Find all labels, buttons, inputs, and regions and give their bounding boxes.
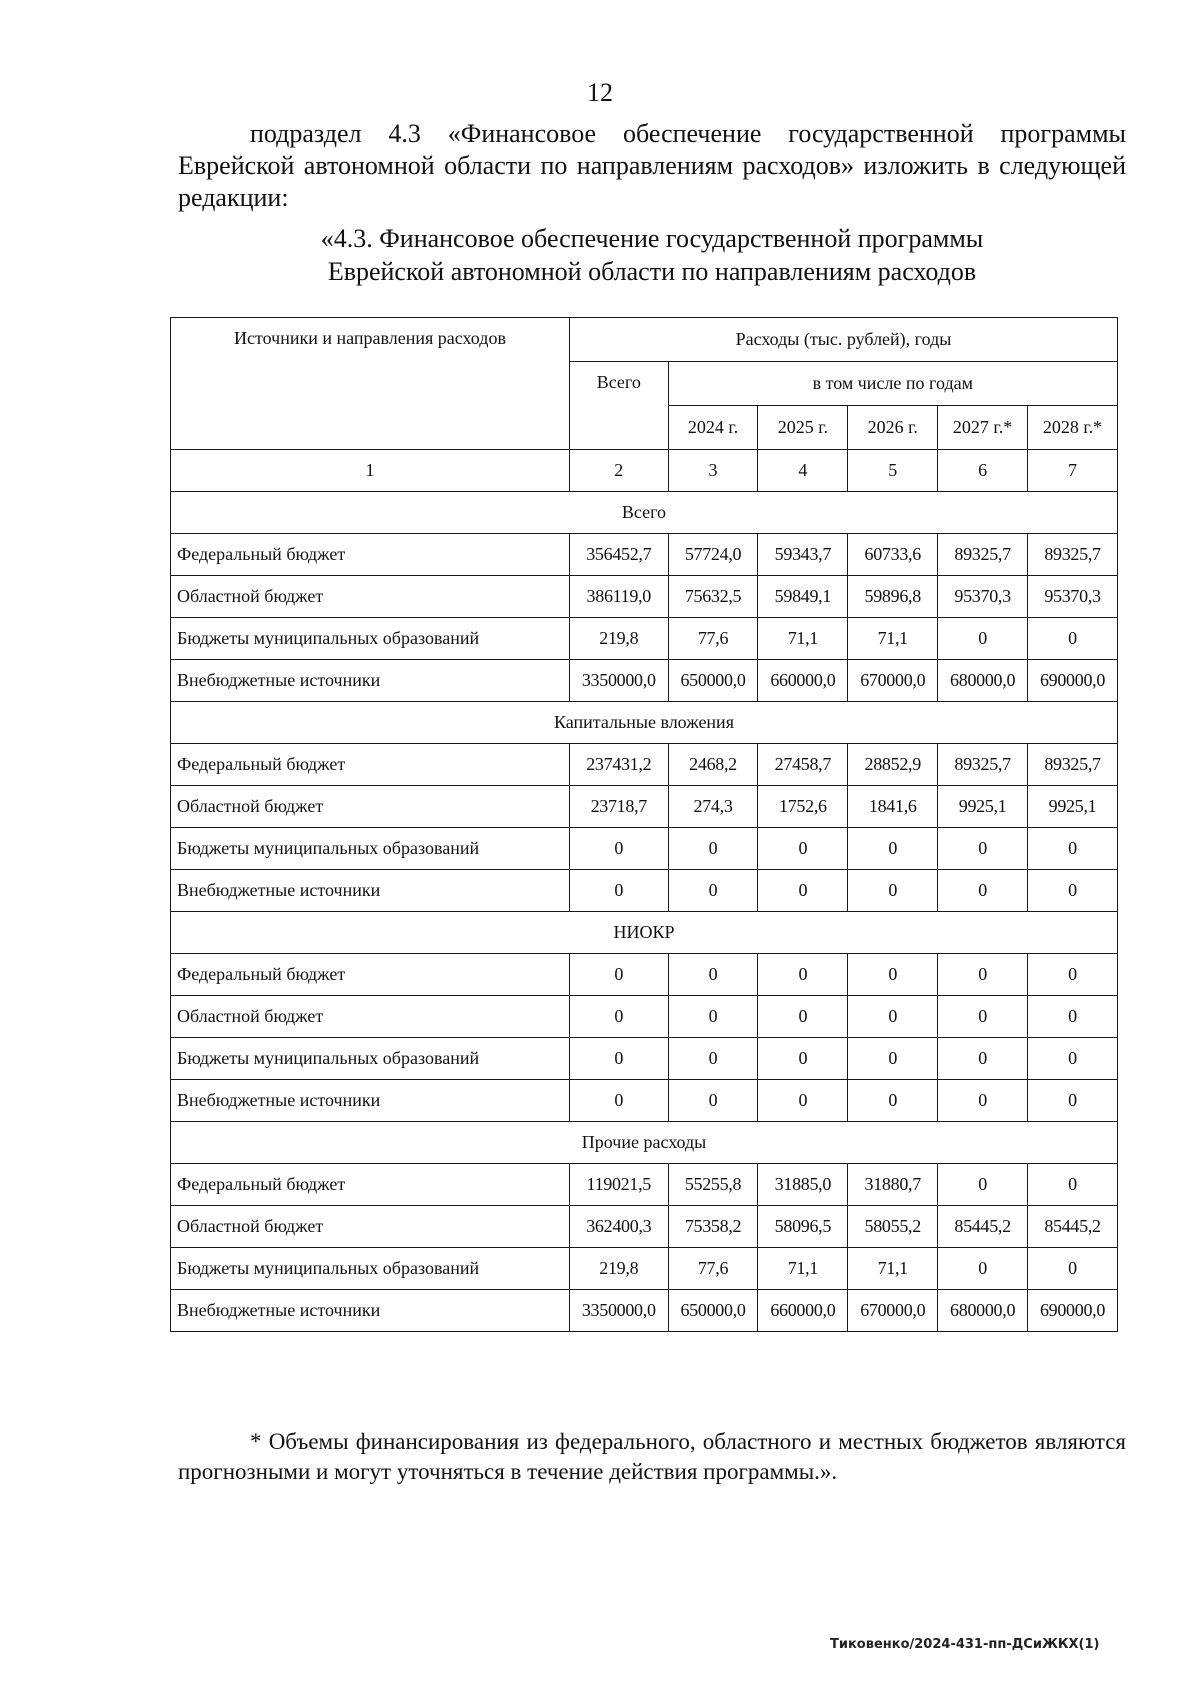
row-label: Областной бюджет [171,786,570,828]
column-number: 4 [758,450,848,492]
row-value: 0 [938,1164,1028,1206]
row-value: 2468,2 [668,744,758,786]
row-value: 0 [1028,1038,1118,1080]
row-value: 0 [848,1038,938,1080]
section-title: Прочие расходы [171,1122,1118,1164]
row-value: 219,8 [569,618,668,660]
table-row [171,660,1118,702]
header-year: 2025 г. [758,406,848,450]
column-number: 5 [848,450,938,492]
row-value: 3350000,0 [569,1290,668,1332]
row-value: 85445,2 [1028,1206,1118,1248]
row-value: 71,1 [848,1248,938,1290]
header-by-years: в том числе по годам [668,362,1117,406]
row-label: Внебюджетные источники [171,1290,570,1332]
row-label: Бюджеты муниципальных образований [171,1038,570,1080]
section-row [171,912,1118,954]
table-row [171,1248,1118,1290]
row-value: 57724,0 [668,534,758,576]
row-value: 95370,3 [938,576,1028,618]
row-value: 58096,5 [758,1206,848,1248]
row-label: Бюджеты муниципальных образований [171,828,570,870]
row-value: 660000,0 [758,660,848,702]
row-label: Федеральный бюджет [171,954,570,996]
row-value: 670000,0 [848,660,938,702]
row-value: 0 [668,828,758,870]
row-label: Внебюджетные источники [171,660,570,702]
header-total: Всего [569,362,668,450]
table-row [171,744,1118,786]
row-value: 0 [938,870,1028,912]
row-value: 31880,7 [848,1164,938,1206]
financing-table [170,317,1118,1332]
row-label: Областной бюджет [171,996,570,1038]
row-value: 1841,6 [848,786,938,828]
row-value: 59896,8 [848,576,938,618]
row-value: 680000,0 [938,1290,1028,1332]
row-value: 0 [848,1080,938,1122]
row-value: 0 [938,828,1028,870]
section-row [171,702,1118,744]
row-value: 690000,0 [1028,660,1118,702]
row-value: 0 [848,954,938,996]
row-value: 0 [569,954,668,996]
header-year: 2028 г.* [1028,406,1118,450]
section-row [171,1122,1118,1164]
row-value: 31885,0 [758,1164,848,1206]
row-label: Федеральный бюджет [171,744,570,786]
row-value: 0 [668,954,758,996]
row-value: 0 [758,954,848,996]
row-value: 0 [938,1248,1028,1290]
row-value: 0 [569,1038,668,1080]
row-value: 0 [668,1080,758,1122]
row-value: 27458,7 [758,744,848,786]
table-row [171,1206,1118,1248]
row-value: 28852,9 [848,744,938,786]
row-value: 0 [569,996,668,1038]
table-row [171,1290,1118,1332]
row-label: Федеральный бюджет [171,534,570,576]
table-row [171,618,1118,660]
row-value: 0 [1028,618,1118,660]
row-value: 0 [1028,954,1118,996]
row-value: 680000,0 [938,660,1028,702]
footnote: * Объемы финансирования из федерального, областного и местных бюджетов являются прогнозными и могут уточняться в течение действия программы.». [178,1429,1126,1484]
row-value: 0 [758,828,848,870]
row-value: 77,6 [668,618,758,660]
row-value: 0 [758,996,848,1038]
row-value: 0 [569,870,668,912]
section-heading-line-1: «4.3. Финансовое обеспечение государственной программы [320,224,984,253]
row-value: 237431,2 [569,744,668,786]
row-value: 219,8 [569,1248,668,1290]
row-value: 660000,0 [758,1290,848,1332]
header-year: 2024 г. [668,406,758,450]
row-value: 0 [1028,870,1118,912]
table-row [171,870,1118,912]
row-value: 650000,0 [668,1290,758,1332]
row-value: 58055,2 [848,1206,938,1248]
header-expenses: Расходы (тыс. рублей), годы [569,318,1117,362]
row-value: 3350000,0 [569,660,668,702]
row-value: 23718,7 [569,786,668,828]
row-value: 85445,2 [938,1206,1028,1248]
row-value: 0 [668,870,758,912]
row-value: 55255,8 [668,1164,758,1206]
row-value: 75358,2 [668,1206,758,1248]
row-label: Федеральный бюджет [171,1164,570,1206]
row-value: 0 [1028,1080,1118,1122]
row-value: 0 [848,996,938,1038]
row-label: Областной бюджет [171,1206,570,1248]
row-value: 0 [938,996,1028,1038]
row-value: 274,3 [668,786,758,828]
intro-paragraph: подраздел 4.3 «Финансовое обеспечение государственной программы Еврейской автономной области по направлениям расходов» изложить в следующей редакции: [178,119,1126,212]
row-value: 0 [569,1080,668,1122]
section-title: НИОКР [171,912,1118,954]
row-value: 0 [848,828,938,870]
row-value: 0 [758,1080,848,1122]
column-number: 6 [938,450,1028,492]
row-value: 71,1 [848,618,938,660]
row-value: 95370,3 [1028,576,1118,618]
row-label: Областной бюджет [171,576,570,618]
row-value: 0 [938,1038,1028,1080]
row-value: 75632,5 [668,576,758,618]
row-value: 0 [668,996,758,1038]
header-year: 2027 г.* [938,406,1028,450]
row-label: Бюджеты муниципальных образований [171,1248,570,1290]
section-heading [178,222,1126,288]
row-value: 0 [758,870,848,912]
column-number: 7 [1028,450,1118,492]
header-year: 2026 г. [848,406,938,450]
table-row [171,786,1118,828]
row-value: 59849,1 [758,576,848,618]
table-row [171,1080,1118,1122]
row-value: 0 [668,1038,758,1080]
row-value: 89325,7 [938,534,1028,576]
table-row [171,954,1118,996]
table-row [171,576,1118,618]
document-code: Тиковенко/2024-431-пп-ДСиЖКХ(1) [830,1637,1100,1652]
row-value: 0 [569,828,668,870]
row-value: 9925,1 [938,786,1028,828]
row-value: 0 [1028,1164,1118,1206]
row-value: 71,1 [758,618,848,660]
row-value: 0 [848,870,938,912]
row-value: 1752,6 [758,786,848,828]
row-value: 71,1 [758,1248,848,1290]
table-row [171,828,1118,870]
section-title: Всего [171,492,1118,534]
row-value: 119021,5 [569,1164,668,1206]
row-value: 59343,7 [758,534,848,576]
row-value: 650000,0 [668,660,758,702]
row-value: 0 [1028,996,1118,1038]
table-row [171,1038,1118,1080]
row-value: 60733,6 [848,534,938,576]
row-label: Внебюджетные источники [171,870,570,912]
row-label: Внебюджетные источники [171,1080,570,1122]
row-value: 362400,3 [569,1206,668,1248]
section-heading-line-2: Еврейской автономной области по направлениям расходов [327,257,977,286]
row-value: 386119,0 [569,576,668,618]
row-label: Бюджеты муниципальных образований [171,618,570,660]
row-value: 0 [758,1038,848,1080]
row-value: 89325,7 [1028,744,1118,786]
column-number: 3 [668,450,758,492]
row-value: 0 [938,954,1028,996]
row-value: 77,6 [668,1248,758,1290]
header-sources: Источники и направления расходов [171,318,570,450]
section-row [171,492,1118,534]
row-value: 0 [938,1080,1028,1122]
row-value: 0 [1028,1248,1118,1290]
section-title: Капитальные вложения [171,702,1118,744]
column-number: 2 [569,450,668,492]
row-value: 690000,0 [1028,1290,1118,1332]
row-value: 0 [1028,828,1118,870]
table-row [171,534,1118,576]
row-value: 89325,7 [1028,534,1118,576]
row-value: 9925,1 [1028,786,1118,828]
row-value: 670000,0 [848,1290,938,1332]
row-value: 89325,7 [938,744,1028,786]
table-row [171,996,1118,1038]
table-row [171,1164,1118,1206]
row-value: 356452,7 [569,534,668,576]
row-value: 0 [938,618,1028,660]
page-number: 12 [587,78,613,107]
column-number: 1 [171,450,570,492]
